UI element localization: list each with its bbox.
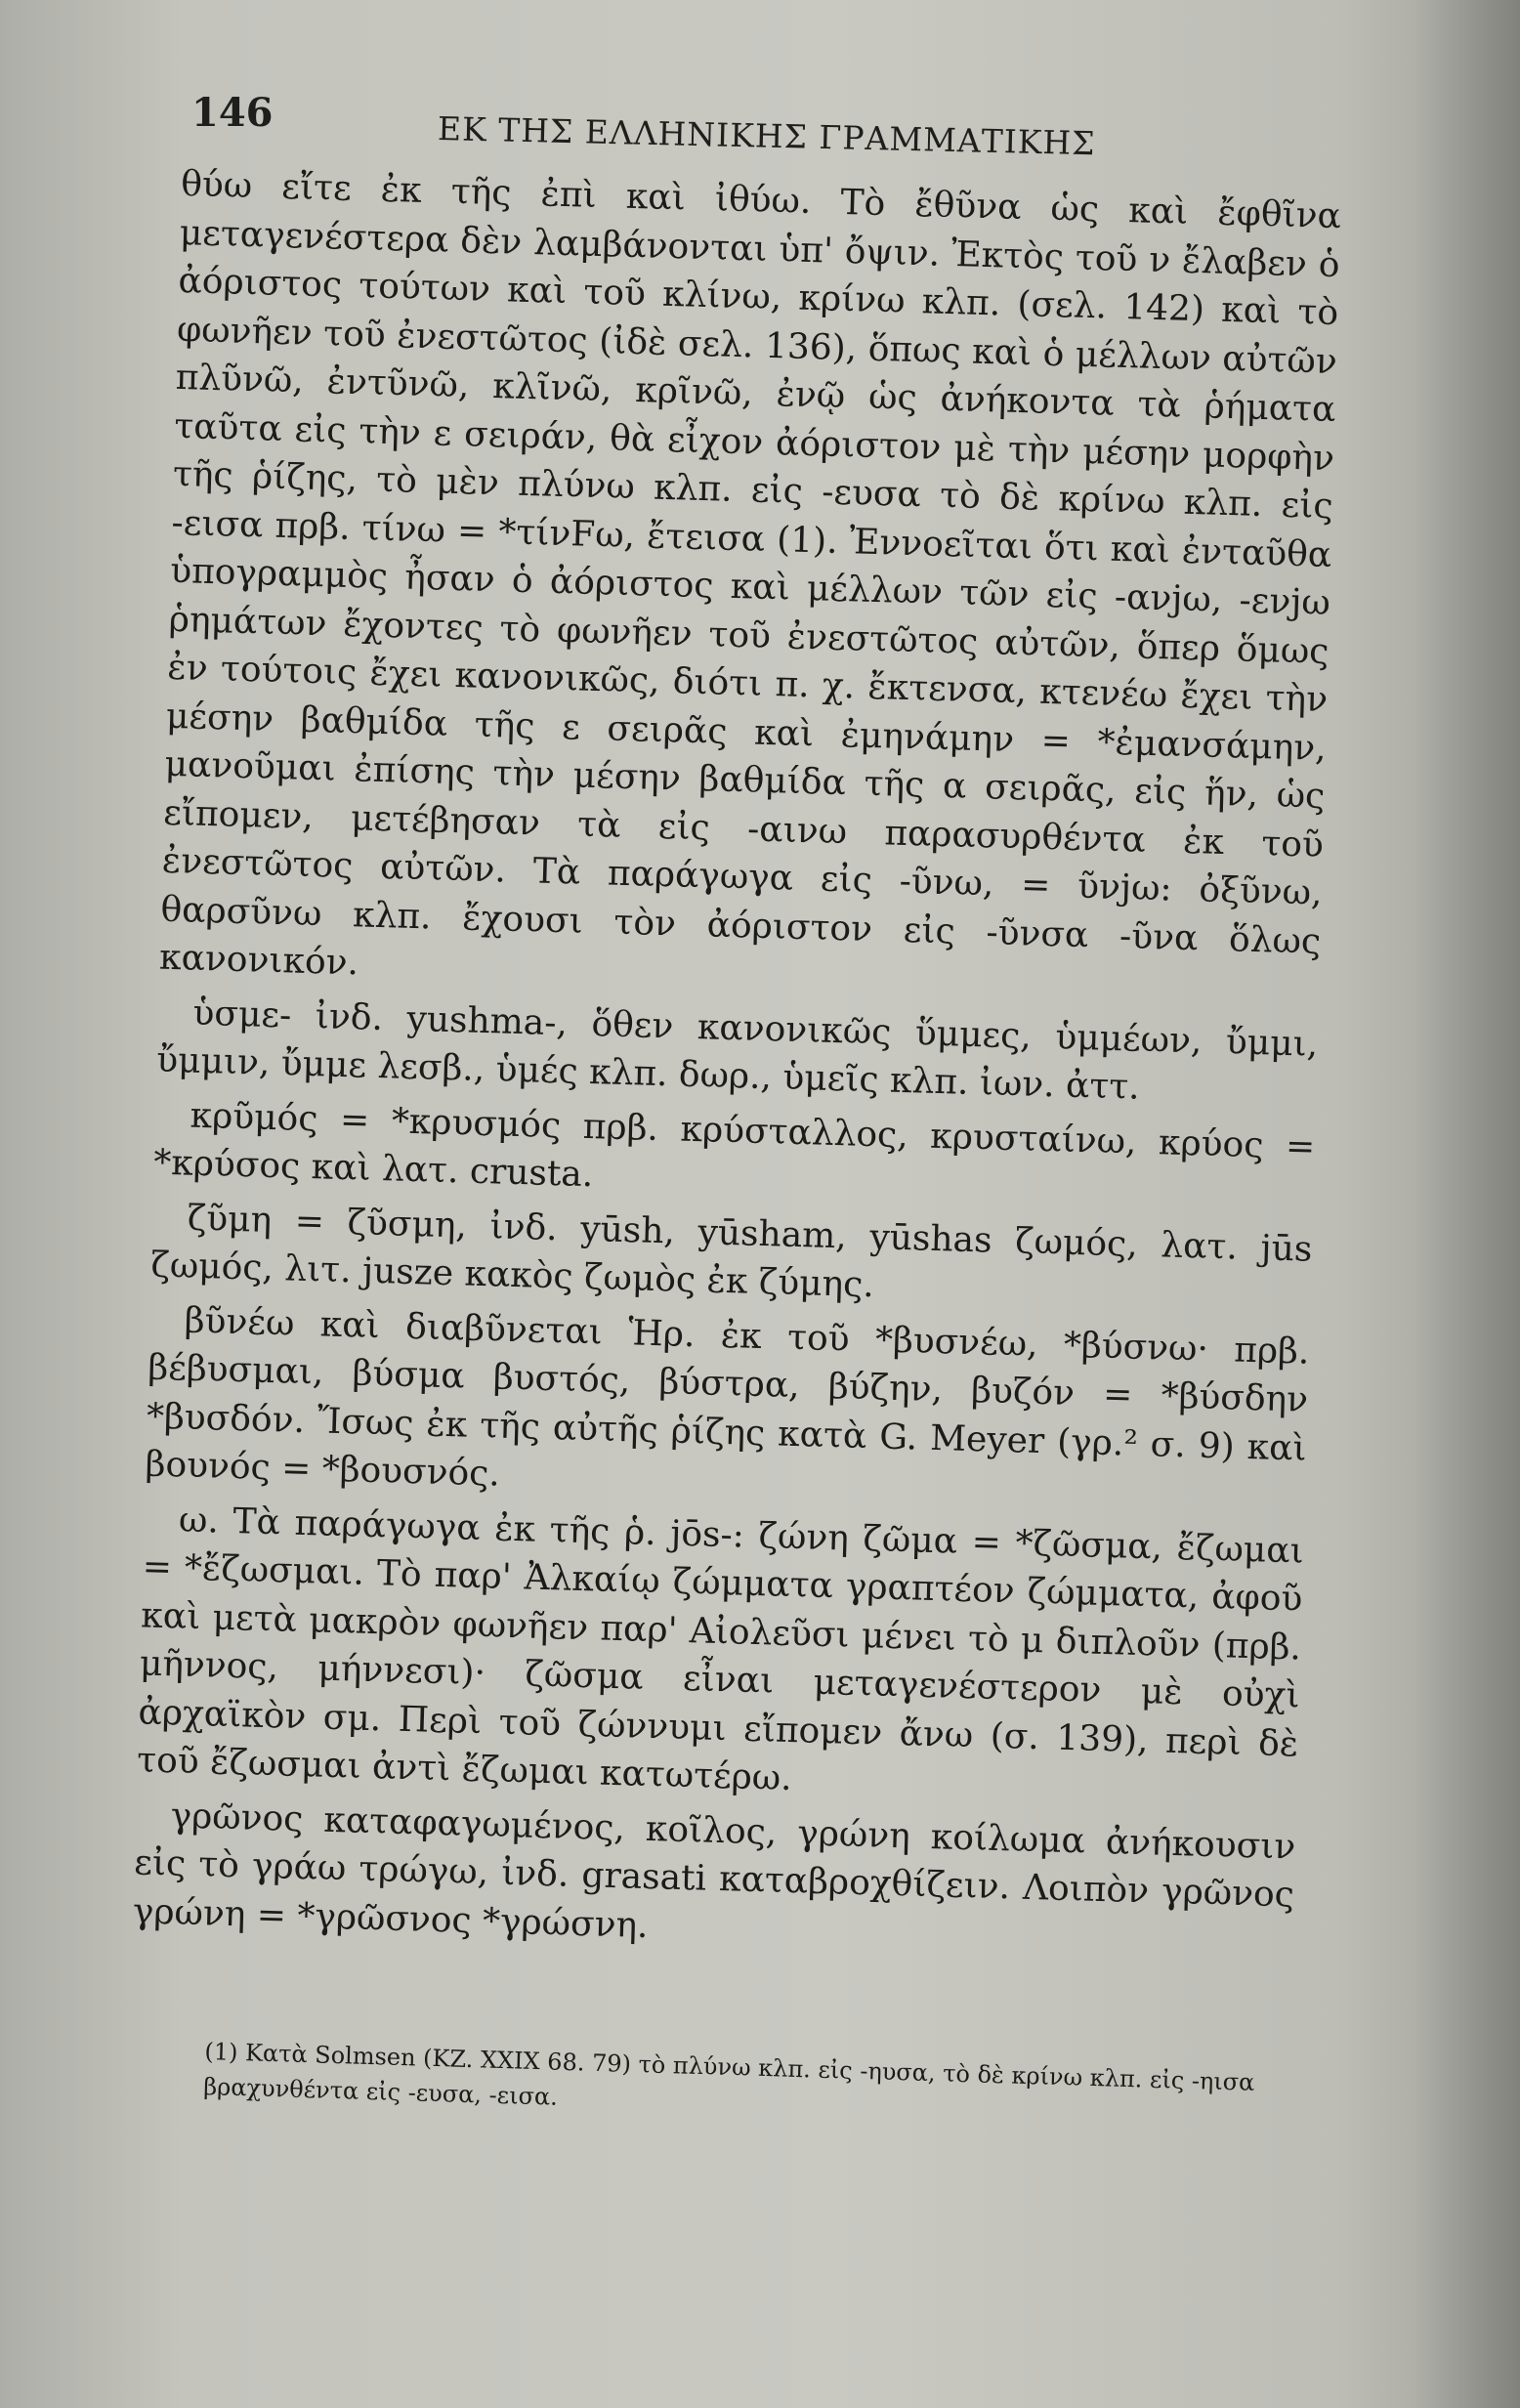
entry-usme: ὑσμε- ἰνδ. yushma-, ὅθεν κανονικῶς ὕμμες, ὑμμέων, ὔμμι, ὔμμιν, ὔμμε λεσβ., ὑμές κλπ. δωρ., ὑμεῖς κλπ. ἰων. ἀττ. [155, 993, 1319, 1108]
body-text [132, 160, 1341, 1967]
running-title: ΕΚ ΤΗΣ ΕΛΛΗΝΙΚΗΣ ΓΡΑΜΜΑΤΙΚΗΣ [437, 109, 1096, 163]
entry-zume: ζῦμη = ζῦσμη, ἰνδ. yūsh, yūsham, yūshas ζωμός, λατ. jūs ζωμός, λιτ. jusze κακὸς ζωμὸς ἐκ ζύμης. [149, 1198, 1313, 1306]
entry-omega: ω. Τὰ παράγωγα ἐκ τῆς ῥ. jōs-: ζώνη ζῶμα = *ζῶσμα, ἔζωμαι = *ἔζωσμαι. Τὸ παρ' Ἀλκαίῳ ζώμματα γραπτέον ζώμματα, ἀφοῦ καὶ μετὰ μακρὸν φωνῆεν παρ' Αἰολεῦσι μένει τὸ μ διπλοῦν (πρβ. μῆννος, μήννεσι)· ζῶσμα εἶναι μεταγενέστερον μὲ οὐχὶ ἀρχαϊκὸν σμ. Περὶ τοῦ ζώννυμι εἴπομεν ἄνω (σ. 139), περὶ δὲ τοῦ ἔζωσμαι ἀντὶ ἔζωμαι κατωτέρω. [136, 1499, 1305, 1799]
page-header [191, 90, 1315, 163]
paragraph-continuation: θύω εἴτε ἐκ τῆς ἐπὶ καὶ ἰθύω. Τὸ ἔθῦνα ὡς καὶ ἔφθῖνα μεταγενέστερα δὲν λαμβάνονται ὑπ' ὄψιν. Ἐκτὸς τοῦ ν ἔλαβεν ὁ ἀόριστος τούτων καὶ τοῦ κλίνω, κρίνω κλπ. (σελ. 142) καὶ τὸ φωνῆεν τοῦ ἐνεστῶτος (ἰδὲ σελ. 136), ὅπως καὶ ὁ μέλλων αὐτῶν πλῦνῶ, ἐντῦνῶ, κλῖνῶ, κρῖνῶ, ἐνῷ ὡς ἀνήκοντα τὰ ῥήματα ταῦτα εἰς τὴν ε σειράν, θὰ εἶχον ἀόριστον μὲ τὴν μέσην μορφὴν τῆς ῥίζης, τὸ μὲν πλύνω κλπ. εἰς -ευσα τὸ δὲ κρίνω κλπ. εἰς -εισα πρβ. τίνω = *τίνFω, ἔτεισα (1). Ἐννοεῖται ὅτι καὶ ἐνταῦθα ὑπογραμμὸς ἦσαν ὁ ἀόριστος καὶ μέλλων τῶν εἰς -ανjω, -ενjω ῥημάτων ἔχοντες τὸ φωνῆεν τοῦ ἐνεστῶτος αὐτῶν, ὅπερ ὅμως ἐν τούτοις ἔχει κανονικῶς, διότι π. χ. ἔκτενσα, κτενέω ἔχει τὴν μέσην βαθμίδα τῆς ε σειρᾶς καὶ ἐμηνάμην = *ἐμανσάμην, μανοῦμαι ἐπίσης τὴν μέσην βαθμίδα τῆς α σειρᾶς, εἰς ἥν, ὡς εἴπομεν, μετέβησαν τὰ εἰς -αινω παρασυρθέντα ἐκ τοῦ ἐνεστῶτος αὐτῶν. Τὰ παράγωγα εἰς -ῦνω, = ῦνjω: ὀξῦνω, θαρσῦνω κλπ. ἔχουσι τὸν ἀόριστον εἰς -ῦνσα -ῦνα ὅλως κανονικόν. [158, 163, 1342, 984]
page-number: 146 [191, 90, 274, 136]
entry-gronos: γρῶνος καταφαγωμένος, κοῖλος, γρώνη κοίλωμα ἀνήκουσιν εἰς τὸ γράω τρώγω, ἰνδ. grasati καταβροχθίζειν. Λοιπὸν γρῶνος γρώνη = *γρῶσνος *γρώσνη. [132, 1795, 1296, 1946]
footnotes [203, 2034, 1329, 2137]
entry-krumos: κρῦμός = *κρυσμός πρβ. κρύσταλλος, κρυσταίνω, κρύος = *κρύσος καὶ λατ. crusta. [152, 1095, 1316, 1196]
page-edge-shadow [1413, 0, 1520, 2408]
footnote-1: (1) Κατὰ Solmsen (KZ. XXIX 68. 79) τὸ πλύνω κλπ. εἰς -ηυσα, τὸ δὲ κρίνω κλπ. εἰς -ηισα βραχυνθέντα εἰς -ευσα, -εισα. [202, 2037, 1255, 2111]
entry-buneo: βῦνέω καὶ διαβῦνεται Ἡρ. ἐκ τοῦ *βυσνέω, *βύσνω· πρβ. βέβυσμαι, βύσμα βυστός, βύστρα, βύζην, βυζόν = *βύσδην *βυσδόν. Ἴσως ἐκ τῆς αὐτῆς ῥίζης κατὰ G. Meyer (γρ.² σ. 9) καὶ βουνός = *βουσνός. [145, 1300, 1310, 1495]
